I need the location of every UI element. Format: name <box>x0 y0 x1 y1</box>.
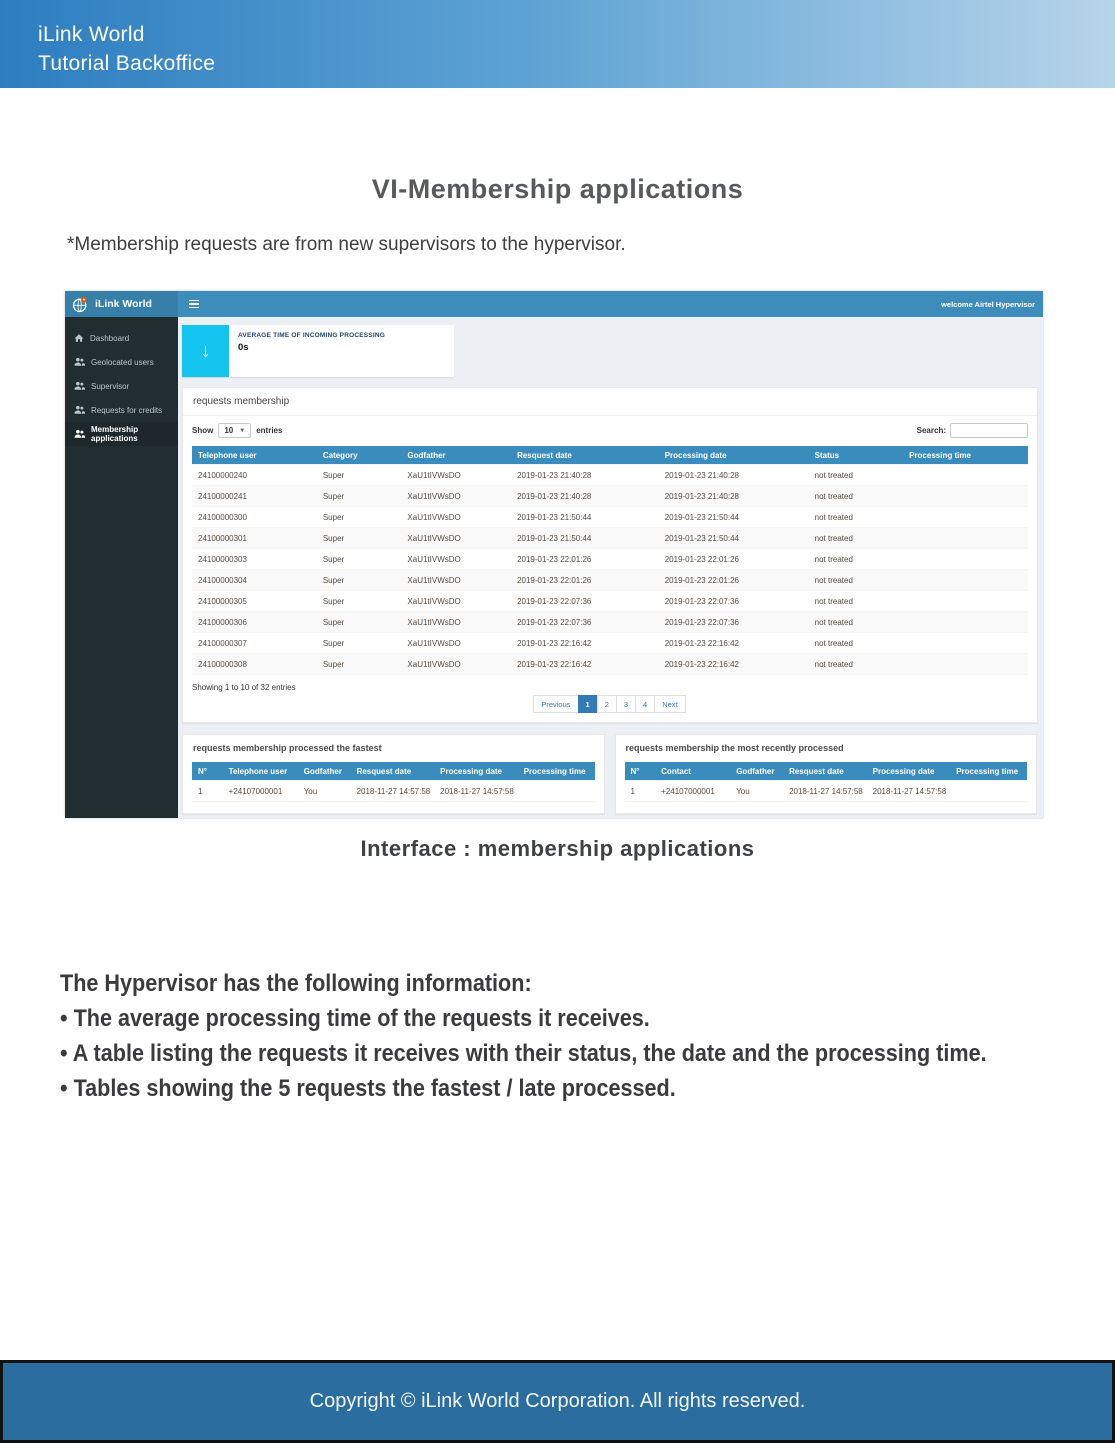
table-cell: 2019-01-23 22:01:26 <box>659 549 809 570</box>
pagination-page-2[interactable]: 2 <box>597 695 617 713</box>
table-cell: XaU1tIVWsDO <box>401 591 511 612</box>
screenshot-caption: Interface : membership applications <box>360 836 755 861</box>
info-block <box>60 966 1077 1106</box>
table-cell: XaU1tIVWsDO <box>401 549 511 570</box>
table-cell: 2019-01-23 22:01:26 <box>659 570 809 591</box>
table-cell: 2019-01-23 22:07:36 <box>659 612 809 633</box>
sidebar-item-dashboard[interactable] <box>65 326 178 350</box>
search-input[interactable] <box>950 423 1028 438</box>
table-cell: not treated <box>809 633 903 654</box>
table-cell: 2019-01-23 22:07:36 <box>511 591 659 612</box>
table-cell: not treated <box>809 465 903 486</box>
users-icon <box>74 429 85 439</box>
app-body <box>65 317 1043 818</box>
average-time-infobox <box>182 325 454 377</box>
table-cell: XaU1tIVWsDO <box>401 633 511 654</box>
app-navbar-rest <box>178 291 1043 317</box>
infobox-label: AVERAGE TIME OF INCOMING PROCESSING <box>238 332 386 339</box>
page-note: *Membership requests are from new supervisors to the hypervisor. <box>67 234 626 255</box>
pagination <box>183 695 1037 713</box>
users-icon <box>74 357 85 367</box>
table-cell: not treated <box>809 507 903 528</box>
sidebar-item-membership-applications[interactable] <box>65 422 178 446</box>
table-controls <box>183 416 1037 444</box>
requests-membership-table <box>192 446 1028 675</box>
header-line1: iLink World <box>38 23 145 46</box>
table-cell: not treated <box>809 570 903 591</box>
recently-processed-table <box>625 762 1028 802</box>
table-cell: 2018-11-27 14:57:58 <box>351 781 435 802</box>
table-cell: 2019-01-23 21:40:28 <box>659 465 809 486</box>
requests-membership-panel <box>182 387 1038 723</box>
table-row <box>192 781 595 802</box>
column-header[interactable]: Resquest date <box>351 762 435 781</box>
table-cell: 1 <box>625 781 656 802</box>
table-cell: 2018-11-27 14:57:58 <box>434 781 518 802</box>
table-cell: Super <box>317 507 402 528</box>
globe-pin-icon <box>72 296 89 313</box>
recent-panel-title: requests membership the most recently processed <box>625 743 844 753</box>
table-cell: 24100000304 <box>192 570 317 591</box>
column-header[interactable]: Godfather <box>730 762 783 781</box>
table-cell: 2019-01-23 22:16:42 <box>659 654 809 675</box>
table-row <box>192 570 1028 591</box>
table-cell <box>903 549 1028 570</box>
pagination-previous[interactable]: Previous <box>533 695 578 713</box>
table-cell <box>903 654 1028 675</box>
down-arrow-icon: ↓ <box>182 325 229 377</box>
app-navbar <box>65 291 1043 317</box>
column-header[interactable]: Processing time <box>903 446 1028 465</box>
table-cell <box>518 781 595 802</box>
welcome-user-label: welcome Airtel Hypervisor <box>941 299 1035 309</box>
fastest-processed-panel <box>182 734 605 814</box>
table-row <box>192 465 1028 486</box>
table-cell: XaU1tIVWsDO <box>401 507 511 528</box>
users-icon <box>74 381 85 391</box>
table-row <box>192 591 1028 612</box>
app-brand: iLink World <box>95 298 152 310</box>
table-cell: XaU1tIVWsDO <box>401 654 511 675</box>
table-cell: 24100000306 <box>192 612 317 633</box>
sidebar-item-requests-for-credits[interactable] <box>65 398 178 422</box>
table-row <box>192 612 1028 633</box>
table-cell: not treated <box>809 591 903 612</box>
table-cell <box>903 507 1028 528</box>
sidebar-item-label: Supervisor <box>91 381 130 391</box>
panel-title: requests membership <box>193 396 290 407</box>
table-cell: 24100000305 <box>192 591 317 612</box>
table-cell: 24100000300 <box>192 507 317 528</box>
column-header[interactable]: Godfather <box>298 762 351 781</box>
recently-processed-panel <box>615 734 1038 814</box>
column-header[interactable]: Godfather <box>401 446 511 465</box>
sidebar-item-label: Requests for credits <box>91 405 163 415</box>
table-cell: 2019-01-23 21:40:28 <box>659 486 809 507</box>
table-row <box>192 486 1028 507</box>
entries-control <box>192 423 282 438</box>
infobox-text <box>229 325 454 377</box>
app-sidebar <box>65 317 178 818</box>
table-cell: 2018-11-27 14:57:58 <box>867 781 951 802</box>
column-header[interactable]: Contact <box>655 762 730 781</box>
table-row <box>192 654 1028 675</box>
table-cell <box>903 528 1028 549</box>
table-cell: XaU1tIVWsDO <box>401 570 511 591</box>
entries-select[interactable] <box>218 423 251 438</box>
table-cell: not treated <box>809 654 903 675</box>
table-cell <box>903 633 1028 654</box>
users-icon <box>74 405 85 415</box>
infobox-value: 0s <box>238 342 249 353</box>
pagination-next[interactable]: Next <box>654 695 685 713</box>
column-header[interactable]: Telephone user <box>223 762 298 781</box>
show-label: Show <box>192 426 214 435</box>
table-cell: 2018-11-27 14:57:58 <box>783 781 867 802</box>
pagination-page-1[interactable]: 1 <box>578 695 598 713</box>
table-cell: XaU1tIVWsDO <box>401 528 511 549</box>
hamburger-menu-icon[interactable] <box>189 298 199 310</box>
column-header[interactable]: Telephone user <box>192 446 317 465</box>
table-cell: 2019-01-23 22:16:42 <box>511 654 659 675</box>
pagination-page-4[interactable]: 4 <box>635 695 655 713</box>
page-title: VI-Membership applications <box>371 174 744 204</box>
column-header[interactable]: Status <box>809 446 903 465</box>
info-bullet-2: • A table listing the requests it receives with their status, the date and the processing time. <box>60 1040 987 1067</box>
column-header[interactable]: Processing date <box>867 762 951 781</box>
sidebar-item-label: Membership applications <box>91 425 139 443</box>
table-cell: 2019-01-23 22:16:42 <box>511 633 659 654</box>
home-icon <box>74 333 84 343</box>
table-cell <box>903 465 1028 486</box>
table-cell <box>950 781 1027 802</box>
table-cell: Super <box>317 633 402 654</box>
header-line2: Tutorial Backoffice <box>38 52 216 75</box>
table-cell: 24100000241 <box>192 486 317 507</box>
table-cell: Super <box>317 549 402 570</box>
table-cell: 2019-01-23 21:50:44 <box>659 528 809 549</box>
table-cell: Super <box>317 591 402 612</box>
column-header[interactable]: Processing date <box>659 446 809 465</box>
table-cell: 24100000301 <box>192 528 317 549</box>
app-screenshot <box>65 291 1043 818</box>
table-cell: 2019-01-23 21:50:44 <box>511 528 659 549</box>
table-cell: Super <box>317 570 402 591</box>
document-footer <box>0 1360 1115 1443</box>
chevron-down-icon: ▼ <box>239 427 246 434</box>
table-cell: 2019-01-23 22:01:26 <box>511 549 659 570</box>
table-cell: You <box>298 781 351 802</box>
sidebar-item-label: Dashboard <box>90 333 130 343</box>
info-intro: The Hypervisor has the following information: <box>60 970 532 997</box>
table-cell: 2019-01-23 21:40:28 <box>511 486 659 507</box>
info-bullet-3: • Tables showing the 5 requests the fastest / late processed. <box>60 1075 676 1102</box>
column-header[interactable]: Processing time <box>518 762 595 781</box>
table-cell: 2019-01-23 22:16:42 <box>659 633 809 654</box>
app-logo[interactable] <box>65 291 178 317</box>
table-cell: not treated <box>809 486 903 507</box>
table-cell <box>903 591 1028 612</box>
copyright-text: Copyright © iLink World Corporation. All rights reserved. <box>309 1390 806 1412</box>
table-cell: XaU1tIVWsDO <box>401 612 511 633</box>
table-cell: Super <box>317 486 402 507</box>
column-header[interactable]: Processing time <box>950 762 1027 781</box>
table-cell: 24100000303 <box>192 549 317 570</box>
sidebar-item-supervisor[interactable] <box>65 374 178 398</box>
search-label: Search: <box>916 426 946 435</box>
table-row <box>192 549 1028 570</box>
table-cell: +24107000001 <box>655 781 730 802</box>
table-cell: Super <box>317 465 402 486</box>
table-cell <box>903 612 1028 633</box>
document-header <box>0 0 1115 88</box>
table-cell: Super <box>317 612 402 633</box>
pagination-page-3[interactable]: 3 <box>616 695 636 713</box>
table-cell: not treated <box>809 528 903 549</box>
column-header[interactable]: Processing date <box>434 762 518 781</box>
showing-entries-text: Showing 1 to 10 of 32 entries <box>192 683 296 692</box>
document-header-text <box>0 0 1115 78</box>
sidebar-item-geolocated-users[interactable] <box>65 350 178 374</box>
sidebar-item-label: Geolocated users <box>91 357 154 367</box>
table-cell: +24107000001 <box>223 781 298 802</box>
bottom-panels-row <box>182 734 1037 814</box>
table-cell: 2019-01-23 22:01:26 <box>511 570 659 591</box>
column-header[interactable]: Category <box>317 446 402 465</box>
fastest-panel-title: requests membership processed the fastest <box>193 743 382 753</box>
table-cell: 1 <box>192 781 223 802</box>
search-control <box>917 423 1028 438</box>
table-cell: You <box>730 781 783 802</box>
table-cell: 2019-01-23 21:50:44 <box>659 507 809 528</box>
table-cell: XaU1tIVWsDO <box>401 465 511 486</box>
table-row <box>192 633 1028 654</box>
table-cell: Super <box>317 528 402 549</box>
column-header[interactable]: Resquest date <box>511 446 659 465</box>
table-cell: not treated <box>809 612 903 633</box>
table-cell: 24100000240 <box>192 465 317 486</box>
column-header[interactable]: N° <box>192 762 223 781</box>
column-header[interactable]: N° <box>625 762 656 781</box>
table-cell: 2019-01-23 22:07:36 <box>659 591 809 612</box>
table-cell: 2019-01-23 21:50:44 <box>511 507 659 528</box>
table-cell: 24100000307 <box>192 633 317 654</box>
table-cell: 24100000308 <box>192 654 317 675</box>
table-cell: XaU1tIVWsDO <box>401 486 511 507</box>
info-bullet-1: • The average processing time of the requests it receives. <box>60 1005 650 1032</box>
column-header[interactable]: Resquest date <box>783 762 867 781</box>
table-row <box>192 528 1028 549</box>
fastest-processed-table <box>192 762 595 802</box>
table-cell: not treated <box>809 549 903 570</box>
entries-label: entries <box>256 426 283 435</box>
table-cell: 2019-01-23 21:40:28 <box>511 465 659 486</box>
table-row <box>192 507 1028 528</box>
entries-select-value: 10 <box>224 426 234 435</box>
app-content <box>178 317 1043 818</box>
table-row <box>625 781 1028 802</box>
table-cell <box>903 570 1028 591</box>
table-cell: Super <box>317 654 402 675</box>
table-cell: 2019-01-23 22:07:36 <box>511 612 659 633</box>
table-cell <box>903 486 1028 507</box>
